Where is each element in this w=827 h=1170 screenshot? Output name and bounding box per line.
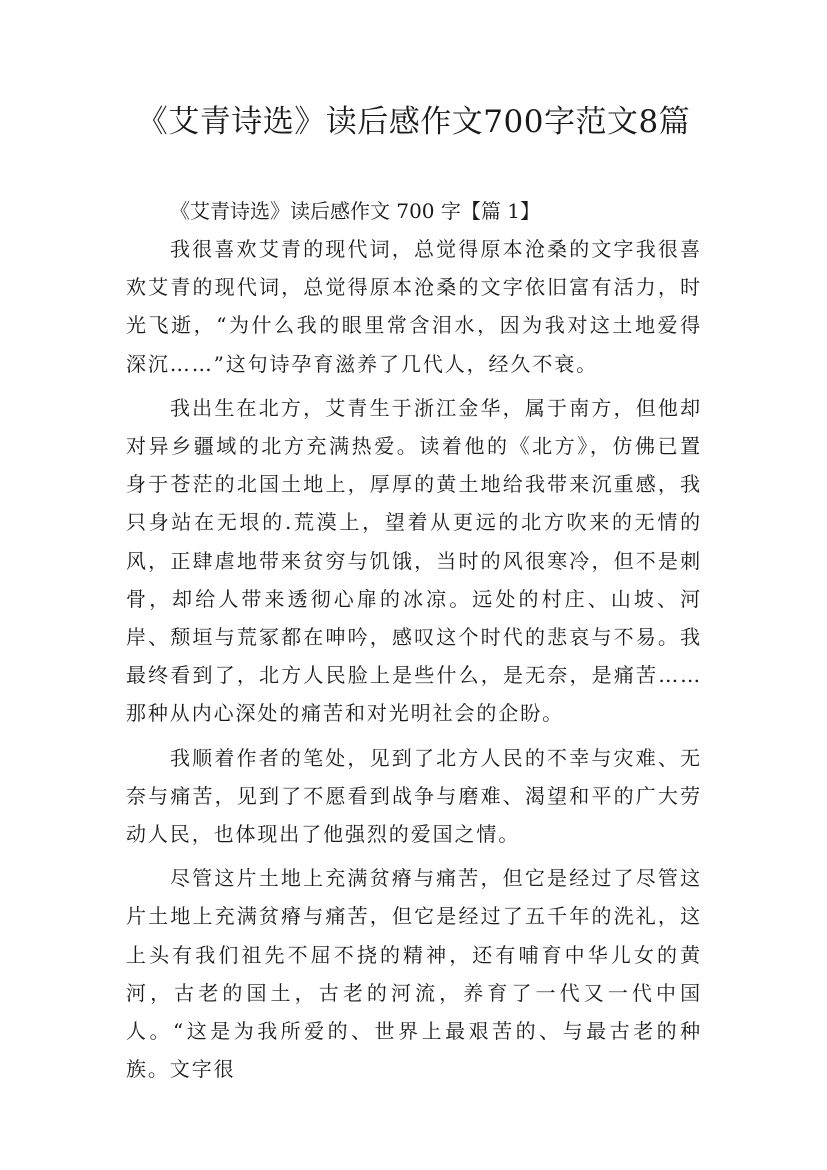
document-body [126,192,702,1094]
paragraph: 我很喜欢艾青的现代词，总觉得原本沧桑的文字我很喜欢艾青的现代词，总觉得原本沧桑的文字依旧富有活力，时光飞逝，“为什么我的眼里常含泪水，因为我对这土地爱得深沉……”这句诗孕育滋养了几代人，经久不衰。 [126,237,702,376]
document-title: 《艾青诗选》读后感作文700字范文8篇 [136,104,691,140]
paragraph: 我出生在北方，艾青生于浙江金华，属于南方，但他却对异乡疆域的北方充满热爱。读着他的《北方》，仿佛已置身于苍茫的北国土地上，厚厚的黄土地给我带来沉重感，我只身站在无垠的.荒漠上，望着从更远的北方吹来的无情的风，正肆虐地带来贫穷与饥饿，当时的风很寒冷，但不是刺骨，却给人带来透彻心扉的冰凉。远处的村庄、山坡、河岸、颓垣与荒冢都在呻吟，感叹这个时代的悲哀与不易。我最终看到了，北方人民脸上是些什么，是无奈，是痛苦……那种从内心深处的痛苦和对光明社会的企盼。 [126,395,702,726]
paragraph: 我顺着作者的笔处，见到了北方人民的不幸与灾难、无奈与痛苦，见到了不愿看到战争与磨难、渴望和平的广大劳动人民，也体现出了他强烈的爱国之情。 [126,745,702,847]
section-heading: 《艾青诗选》读后感作文 700 字【篇 1】 [170,199,540,223]
paragraph: 尽管这片土地上充满贫瘠与痛苦，但它是经过了尽管这片土地上充满贫瘠与痛苦，但它是经过了五千年的洗礼，这上头有我们祖先不屈不挠的精神，还有哺育中华儿女的黄河，古老的国土，古老的河流，养育了一代又一代中国人。“这是为我所爱的、世界上最艰苦的、与最古老的种族。文字很 [126,866,702,1082]
